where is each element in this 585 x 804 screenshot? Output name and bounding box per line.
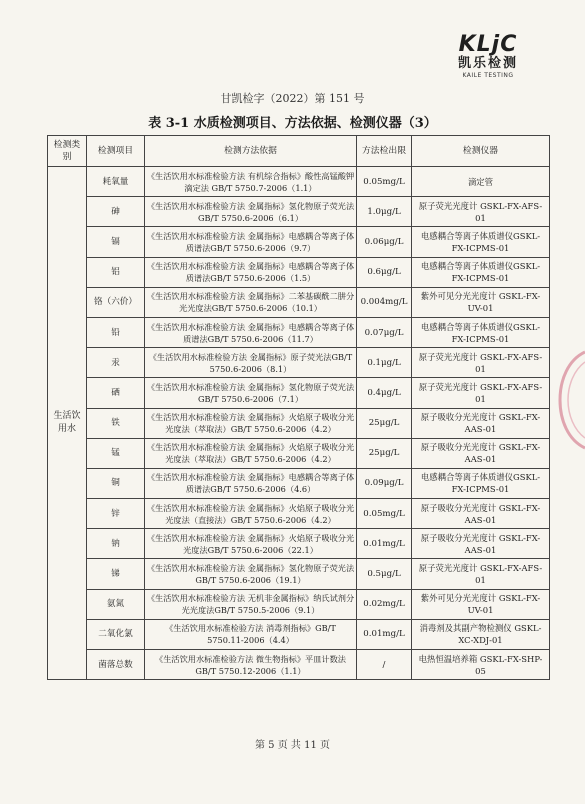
method-cell: 《生活饮用水标准检验方法 金属指标》原子荧光法GB/T 5750.6-2006（8.1） xyxy=(145,348,357,378)
table-row xyxy=(48,348,550,378)
column-header-method: 检测方法依据 xyxy=(145,136,357,167)
instrument-cell: 原子荧光光度计 GSKL-FX-AFS-01 xyxy=(412,197,550,227)
item-cell: 铬（六价） xyxy=(87,287,145,317)
logo-chinese-name: 凯乐检测 xyxy=(457,56,518,71)
method-cell: 《生活饮用水标准检验方法 金属指标》氢化物原子荧光法GB/T 5750.6-2006（7.1） xyxy=(145,378,357,408)
instrument-cell: 紫外可见分光光度计 GSKL-FX-UV-01 xyxy=(412,589,550,619)
table-row xyxy=(48,378,550,408)
company-logo xyxy=(448,34,528,79)
item-cell: 钠 xyxy=(87,529,145,559)
limit-cell: / xyxy=(357,650,412,680)
method-cell: 《生活饮用水标准检验方法 金属指标》火焰原子吸收分光光度法GB/T 5750.6-2006（22.1） xyxy=(145,529,357,559)
item-cell: 硒 xyxy=(87,378,145,408)
logo-english-name: KAILE TESTING xyxy=(462,72,514,79)
method-cell: 《生活饮用水标准检验方法 微生物指标》平皿计数法GB/T 5750.12-2006（1.1） xyxy=(145,650,357,680)
stamp-fragment xyxy=(556,350,585,450)
limit-cell: 0.5μg/L xyxy=(357,559,412,589)
item-cell: 耗氧量 xyxy=(87,167,145,197)
limit-cell: 0.01mg/L xyxy=(357,619,412,649)
item-cell: 铜 xyxy=(87,468,145,498)
instrument-cell: 原子吸收分光光度计 GSKL-FX-AAS-01 xyxy=(412,529,550,559)
column-header-item: 检测项目 xyxy=(87,136,145,167)
instrument-cell: 电感耦合等离子体质谱仪GSKL-FX-ICPMS-01 xyxy=(412,468,550,498)
column-header-limit: 方法检出限 xyxy=(357,136,412,167)
table-row xyxy=(48,287,550,317)
limit-cell: 0.05mg/L xyxy=(357,167,412,197)
method-cell: 《生活饮用水标准检验方法 金属指标》二苯基碳酰二肼分光光度法GB/T 5750.6-2006（10.1） xyxy=(145,287,357,317)
item-cell: 菌落总数 xyxy=(87,650,145,680)
category-cell: 生活饮用水 xyxy=(48,167,87,680)
method-cell: 《生活饮用水标准检验方法 消毒剂指标》GB/T 5750.11-2006（4.4） xyxy=(145,619,357,649)
limit-cell: 0.4μg/L xyxy=(357,378,412,408)
limit-cell: 25μg/L xyxy=(357,438,412,468)
limit-cell: 0.01mg/L xyxy=(357,529,412,559)
table-row xyxy=(48,559,550,589)
item-cell: 汞 xyxy=(87,348,145,378)
page-footer: 第 5 页 共 11 页 xyxy=(255,740,330,751)
method-cell: 《生活饮用水标准检验方法 有机综合指标》酸性高锰酸钾滴定法 GB/T 5750.7-2006（1.1） xyxy=(145,167,357,197)
table-row xyxy=(48,408,550,438)
method-cell: 《生活饮用水标准检验方法 无机非金属指标》纳氏试剂分光光度法GB/T 5750.5-2006（9.1） xyxy=(145,589,357,619)
limit-cell: 0.004mg/L xyxy=(357,287,412,317)
method-cell: 《生活饮用水标准检验方法 金属指标》氢化物原子荧光法GB/T 5750.6-2006（6.1） xyxy=(145,197,357,227)
method-cell: 《生活饮用水标准检验方法 金属指标》火焰原子吸收分光光度法（萃取法）GB/T 5750.6-2006（4.2） xyxy=(145,438,357,468)
limit-cell: 0.02mg/L xyxy=(357,589,412,619)
table-row xyxy=(48,257,550,287)
table-row xyxy=(48,650,550,680)
method-cell: 《生活饮用水标准检验方法 金属指标》电感耦合等离子体质谱法GB/T 5750.6-2006（1.5） xyxy=(145,257,357,287)
logo-mark: KLjC xyxy=(458,32,518,57)
instrument-cell: 电热恒温培养箱 GSKL-FX-SHP-05 xyxy=(412,650,550,680)
limit-cell: 0.07μg/L xyxy=(357,317,412,347)
limit-cell: 25μg/L xyxy=(357,408,412,438)
column-header-category: 检测类别 xyxy=(48,136,87,167)
limit-cell: 1.0μg/L xyxy=(357,197,412,227)
item-cell: 锑 xyxy=(87,559,145,589)
instrument-cell: 电感耦合等离子体质谱仪GSKL-FX-ICPMS-01 xyxy=(412,257,550,287)
limit-cell: 0.09μg/L xyxy=(357,468,412,498)
table-row xyxy=(48,619,550,649)
item-cell: 砷 xyxy=(87,197,145,227)
method-cell: 《生活饮用水标准检验方法 金属指标》氢化物原子荧光法GB/T 5750.6-2006（19.1） xyxy=(145,559,357,589)
item-cell: 锰 xyxy=(87,438,145,468)
table-row xyxy=(48,438,550,468)
method-cell: 《生活饮用水标准检验方法 金属指标》电感耦合等离子体质谱法GB/T 5750.6-2006（11.7） xyxy=(145,317,357,347)
instrument-cell: 原子荧光光度计 GSKL-FX-AFS-01 xyxy=(412,348,550,378)
document-number: 甘凯检字（2022）第 151 号 xyxy=(220,92,365,105)
method-cell: 《生活饮用水标准检验方法 金属指标》火焰原子吸收分光光度法（萃取法）GB/T 5750.6-2006（4.2） xyxy=(145,408,357,438)
table-body xyxy=(48,167,550,680)
instrument-cell: 电感耦合等离子体质谱仪GSKL-FX-ICPMS-01 xyxy=(412,227,550,257)
column-header-instrument: 检测仪器 xyxy=(412,136,550,167)
instrument-cell: 原子吸收分光光度计 GSKL-FX-AAS-01 xyxy=(412,499,550,529)
instrument-cell: 原子吸收分光光度计 GSKL-FX-AAS-01 xyxy=(412,438,550,468)
instrument-cell: 电感耦合等离子体质谱仪GSKL-FX-ICPMS-01 xyxy=(412,317,550,347)
item-cell: 镉 xyxy=(87,227,145,257)
item-cell: 二氧化氯 xyxy=(87,619,145,649)
method-cell: 《生活饮用水标准检验方法 金属指标》电感耦合等离子体质谱法GB/T 5750.6-2006（9.7） xyxy=(145,227,357,257)
instrument-cell: 滴定管 xyxy=(412,167,550,197)
table-row xyxy=(48,589,550,619)
table-title: 表 3-1 水质检测项目、方法依据、检测仪器（3） xyxy=(148,116,437,131)
table-row xyxy=(48,529,550,559)
table-row xyxy=(48,227,550,257)
table-row xyxy=(48,167,550,197)
limit-cell: 0.06μg/L xyxy=(357,227,412,257)
table-row xyxy=(48,197,550,227)
item-cell: 铅 xyxy=(87,317,145,347)
instrument-cell: 原子吸收分光光度计 GSKL-FX-AAS-01 xyxy=(412,408,550,438)
item-cell: 锌 xyxy=(87,499,145,529)
water-quality-test-table xyxy=(47,135,550,680)
table-row xyxy=(48,468,550,498)
item-cell: 氨氮 xyxy=(87,589,145,619)
item-cell: 铁 xyxy=(87,408,145,438)
limit-cell: 0.6μg/L xyxy=(357,257,412,287)
method-cell: 《生活饮用水标准检验方法 金属指标》火焰原子吸收分光光度法（直接法）GB/T 5750.6-2006（4.2） xyxy=(145,499,357,529)
method-cell: 《生活饮用水标准检验方法 金属指标》电感耦合等离子体质谱法GB/T 5750.6-2006（4.6） xyxy=(145,468,357,498)
item-cell: 铝 xyxy=(87,257,145,287)
instrument-cell: 原子荧光光度计 GSKL-FX-AFS-01 xyxy=(412,559,550,589)
instrument-cell: 原子荧光光度计 GSKL-FX-AFS-01 xyxy=(412,378,550,408)
table-row xyxy=(48,317,550,347)
table-row xyxy=(48,499,550,529)
instrument-cell: 紫外可见分光光度计 GSKL-FX-UV-01 xyxy=(412,287,550,317)
instrument-cell: 消毒剂及其副产物检测仪 GSKL-XC-XDJ-01 xyxy=(412,619,550,649)
limit-cell: 0.05mg/L xyxy=(357,499,412,529)
limit-cell: 0.1μg/L xyxy=(357,348,412,378)
